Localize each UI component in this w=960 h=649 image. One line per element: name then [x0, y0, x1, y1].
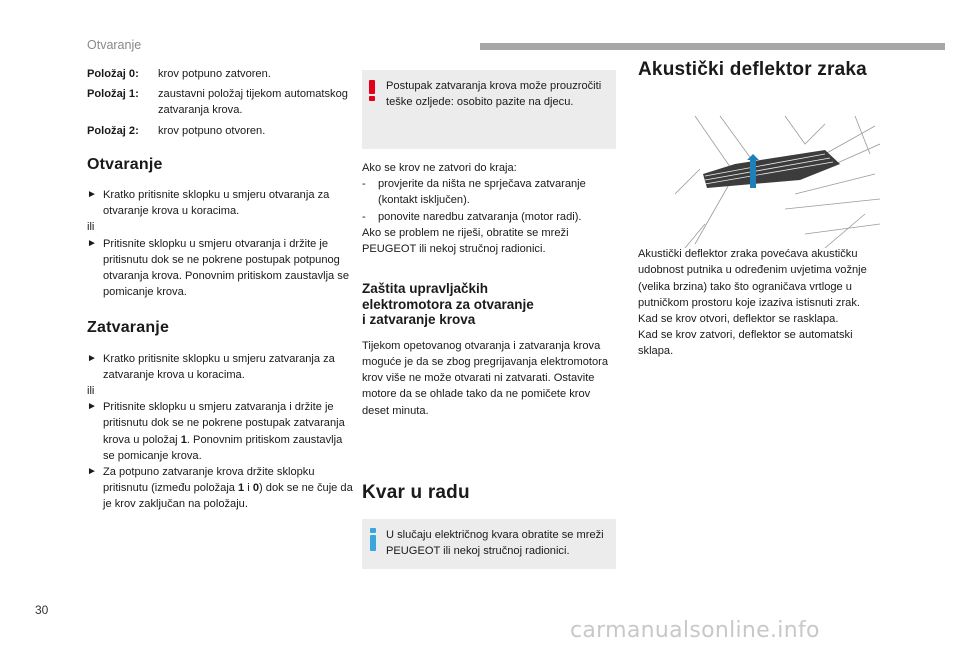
- step-text: Kratko pritisnite sklopku u smjeru otvaranja za otvaranje krova u koracima.: [103, 189, 330, 218]
- deflector-text: Kad se krov zatvori, deflektor se automatski sklapa.: [638, 329, 853, 358]
- position-ref: 1: [180, 433, 187, 446]
- arrow-right-icon: ►: [87, 352, 97, 364]
- warning-icon: [369, 80, 375, 100]
- heading-line: i zatvaranje krova: [362, 312, 476, 328]
- page-number: 30: [35, 603, 49, 617]
- position-text: zaustavni položaj tijekom automatskog zatvaranja krova.: [158, 88, 348, 117]
- position-row: [87, 123, 355, 139]
- info-box: [362, 519, 616, 569]
- warning-box: [362, 70, 616, 149]
- step-text-part: . Ponovnim pritiskom zaustavlja se pomicanje krova.: [103, 433, 343, 462]
- protection-text: Tijekom opetovanog otvaranja i zatvaranja krova moguće je da se zbog pregrijavanja elektromotora krov više ne može otvarati ni zatvarati. Ostavite motore da se ohlade tako da ne pomičete krov deset minuta.: [362, 339, 609, 417]
- section-heading-malfunction: Kvar u radu: [362, 481, 470, 503]
- instruction-step: [87, 236, 355, 301]
- page-header-title: Otvaranje: [87, 38, 142, 52]
- position-ref: 0: [252, 482, 260, 495]
- list-item-text: provjerite da ništa ne sprječava zatvaranje (kontakt isključen).: [378, 178, 586, 207]
- watermark: carmanualsonline.info: [570, 618, 820, 643]
- step-text-part: ) dok se ne čuje da je krov zaključan na položaju.: [103, 482, 353, 511]
- section-heading-zatvaranje: Zatvaranje: [87, 319, 170, 337]
- deflector-text: Akustički deflektor zraka povećava akustičku udobnost putnika u određenim uvjetima vožnje (velika brzina) tako što ograničava vrtloge u putničkom prostoru koje izaziva istisnuti zrak.: [638, 248, 867, 309]
- arrow-right-icon: ►: [87, 189, 97, 201]
- position-row: [87, 66, 355, 82]
- list-item-text: ponovite naredbu zatvaranja (motor radi).: [378, 210, 582, 223]
- position-text: krov potpuno zatvoren.: [158, 68, 271, 80]
- list-item: - ponovite naredbu zatvaranja (motor radi).: [362, 209, 616, 225]
- step-text: [103, 464, 355, 513]
- arrow-right-icon: ►: [87, 401, 97, 413]
- arrow-right-icon: ►: [87, 237, 97, 249]
- list-item: - provjerite da ništa ne sprječava zatvaranje (kontakt isključen).: [362, 176, 616, 208]
- step-text-part: i: [244, 482, 253, 495]
- position-label: Položaj 2:: [87, 124, 139, 137]
- position-ref: 1: [238, 482, 245, 495]
- arrow-right-icon: ►: [87, 466, 97, 478]
- step-text: Kratko pritisnite sklopku u smjeru zatvaranja za zatvaranje krova u koracima.: [103, 352, 335, 381]
- step-text-part: Pritisnite sklopku u smjeru zatvaranja i držite je pritisnutu dok se ne pokrene postupak zatvaranja krova u položaj: [103, 401, 345, 446]
- section-heading-protection: [362, 281, 616, 328]
- position-text: krov potpuno otvoren.: [158, 124, 266, 137]
- step-text: Pritisnite sklopku u smjeru otvaranja i držite je pritisnutu dok se ne pokrene postupak potpunog otvaranja krova. Ponovnim pritiskom zaustavlja se pomicanje krova.: [103, 237, 350, 299]
- instruction-step: [87, 399, 355, 464]
- warning-text: Postupak zatvaranja krova može prouzročiti teške ozljede: osobito pazite na djecu.: [386, 80, 602, 109]
- column-2: [362, 70, 616, 569]
- section-heading-otvaranje: Otvaranje: [87, 155, 163, 173]
- instruction-step: [87, 351, 355, 383]
- or-text: ili: [87, 221, 95, 234]
- deflector-illustration: [675, 114, 880, 248]
- heading-line: Zaštita upravljačkih: [362, 281, 489, 297]
- intro-text: Ako se krov ne zatvori do kraja:: [362, 162, 517, 174]
- instruction-step: [87, 464, 355, 513]
- section-heading-deflector: Akustički deflektor zraka: [638, 59, 867, 80]
- info-icon: [370, 528, 376, 552]
- step-text-part: Za potpuno zatvaranje krova držite sklopku pritisnutu (između položaja: [103, 466, 315, 495]
- outro-text: Ako se problem ne riješi, obratite se mreži PEUGEOT ili nekoj stručnoj radionici.: [362, 226, 569, 256]
- heading-line: elektromotora za otvaranje: [362, 296, 534, 312]
- deflector-text: Kad se krov otvori, deflektor se rasklapa.: [638, 313, 839, 326]
- info-text: U slučaju električnog kvara obratite se mreži PEUGEOT ili nekoj stručnoj radionici.: [386, 528, 604, 558]
- position-label: Položaj 0:: [87, 68, 139, 80]
- instruction-step: [87, 187, 355, 219]
- position-row: [87, 86, 355, 118]
- position-label: Položaj 1:: [87, 88, 139, 101]
- step-text: [103, 399, 355, 464]
- or-text: ili: [87, 385, 95, 398]
- column-1: [87, 66, 355, 513]
- header-bar: [480, 43, 945, 50]
